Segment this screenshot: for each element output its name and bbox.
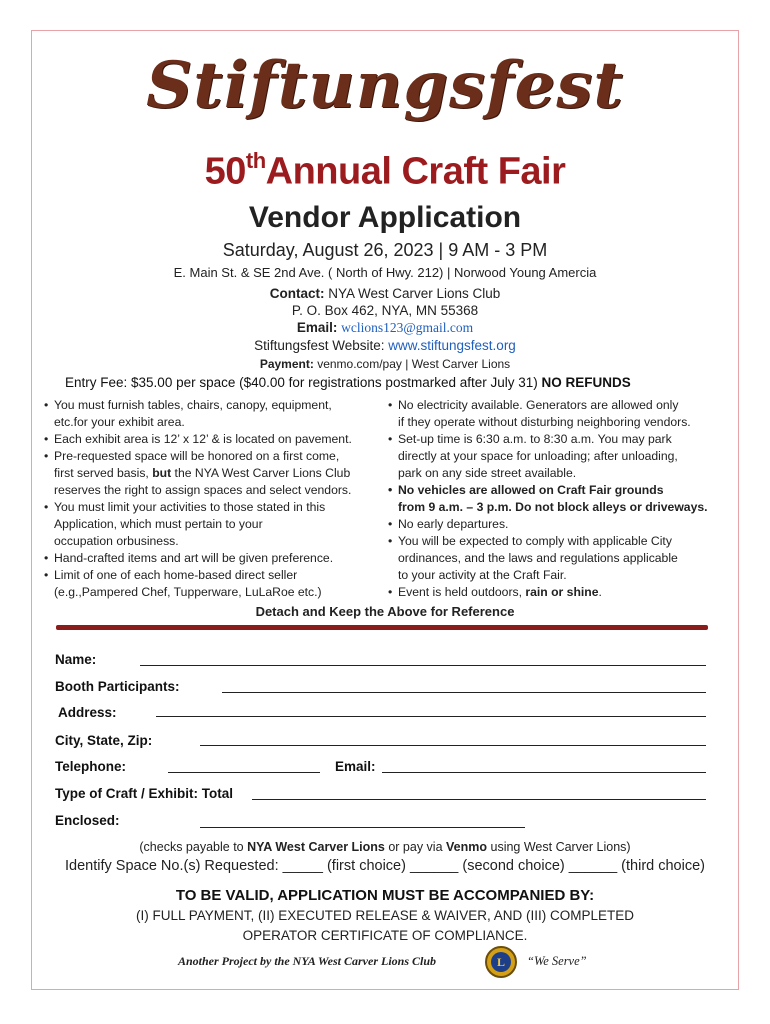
- event-location: E. Main St. & SE 2nd Ave. ( North of Hwy. 212) | Norwood Young Amercia: [173, 265, 597, 280]
- lions-club-logo-icon: [485, 946, 517, 978]
- rule-line: occupation orbusiness.: [54, 534, 179, 548]
- craft-type-label: Type of Craft / Exhibit: Total: [55, 786, 233, 801]
- rule-item: [388, 516, 738, 533]
- rule-text: the NYA West Carver Lions Club: [171, 466, 351, 480]
- rule-item: [44, 397, 394, 431]
- rule-item: [44, 431, 394, 448]
- rule-item: [388, 584, 738, 601]
- telephone-label: Telephone:: [55, 759, 127, 774]
- note-bold: NYA West Carver Lions: [247, 840, 385, 854]
- detach-instruction: Detach and Keep the Above for Reference: [255, 604, 515, 619]
- email-line: [0, 320, 770, 336]
- payment-line: [0, 357, 770, 371]
- rule-line: directly at your space for unloading; after unloading,: [398, 449, 678, 463]
- rule-line: • Set-up time is 6:30 a.m. to 8:30 a.m. You may park: [398, 432, 672, 446]
- rule-line: • Limit of one of each home-based direct seller: [54, 568, 298, 582]
- contact-line: [0, 286, 770, 301]
- annual-text: Annual Craft Fair: [265, 150, 566, 193]
- rule-text: Event is held outdoors,: [398, 585, 526, 599]
- entry-fee-text: : $35.00 per space ($40.00 for registrations postmarked after July 31): [123, 375, 538, 390]
- rule-line: (e.g.,Pampered Chef, Tupperware, LuLaRoe etc.): [54, 585, 322, 599]
- enclosed-label: Enclosed:: [55, 813, 120, 828]
- website-label: Stiftungsfest Website:: [254, 338, 385, 353]
- rule-line: • No electricity available. Generators are allowed only: [398, 398, 679, 412]
- contact-value: NYA West Carver Lions Club: [328, 286, 501, 301]
- rule-line: • Pre-requested space will be honored on a first come,: [54, 449, 340, 463]
- note-text: (checks payable to: [139, 840, 248, 854]
- rule-line: reserves the right to assign spaces and select vendors.: [54, 483, 352, 497]
- page-subtitle: Vendor Application: [248, 201, 522, 234]
- payment-note: [0, 840, 770, 854]
- rule-line: to your activity at the Craft Fair.: [398, 568, 567, 582]
- booth-participants-label: Booth Participants:: [55, 679, 180, 694]
- space-request-line[interactable]: Identify Space No.(s) Requested: _____ (first choice) ______ (second choice) ______ (third choice): [65, 858, 705, 874]
- name-field[interactable]: [140, 665, 706, 666]
- rule-item: [44, 448, 394, 499]
- annual-suffix: th: [245, 148, 266, 173]
- rule-line: from 9 a.m. – 3 p.m. Do not block alleys or driveways.: [398, 500, 708, 514]
- rule-line: • No vehicles are allowed on Craft Fair grounds: [398, 483, 664, 497]
- rules-right-column: [388, 397, 738, 601]
- website-line: [0, 338, 770, 353]
- rule-item: [44, 567, 394, 601]
- rule-item: [388, 431, 738, 482]
- detach-divider: [56, 625, 708, 630]
- address-field[interactable]: [156, 716, 706, 717]
- city-state-zip-label: City, State, Zip:: [55, 733, 153, 748]
- email-label: Email:: [296, 320, 338, 335]
- rule-line: park on any side street available.: [398, 466, 577, 480]
- no-refunds: NO REFUNDS: [541, 375, 631, 390]
- rule-item: [388, 397, 738, 431]
- city-state-zip-field[interactable]: [200, 745, 706, 746]
- annual-heading: [0, 150, 770, 194]
- event-title: Stiftungsfest: [146, 48, 624, 123]
- rule-item: [388, 533, 738, 584]
- rule-line: • Each exhibit area is 12’ x 12’ & is located on pavement.: [54, 432, 352, 446]
- annual-number: 50: [204, 150, 246, 193]
- note-text: or pay via: [384, 840, 447, 854]
- footer-motto: “We Serve”: [527, 954, 587, 968]
- rule-line: ordinances, and the laws and regulations applicable: [398, 551, 678, 565]
- payment-value: venmo.com/pay | West Carver Lions: [317, 357, 511, 371]
- validity-line-2: OPERATOR CERTIFICATE OF COMPLIANCE.: [242, 928, 528, 943]
- rule-bold: rain or shine: [525, 585, 599, 599]
- rule-line: • You must furnish tables, chairs, canopy, equipment,: [54, 398, 332, 412]
- event-date: Saturday, August 26, 2023 | 9 AM - 3 PM: [222, 240, 548, 260]
- name-label: Name:: [55, 652, 97, 667]
- rule-line: etc.for your exhibit area.: [54, 415, 185, 429]
- entry-fee-label: Entry Fee: [65, 375, 124, 390]
- note-bold: Venmo: [446, 840, 488, 854]
- rule-bold: but: [152, 466, 172, 480]
- rule-line: [54, 465, 394, 482]
- mailing-address: P. O. Box 462, NYA, MN 55368: [291, 303, 479, 318]
- rule-line: if they operate without disturbing neighboring vendors.: [398, 415, 691, 429]
- validity-heading: TO BE VALID, APPLICATION MUST BE ACCOMPANIED BY:: [175, 887, 595, 904]
- rule-line: • You will be expected to comply with applicable City: [398, 534, 672, 548]
- booth-participants-field[interactable]: [222, 692, 706, 693]
- rule-line: • No early departures.: [398, 517, 509, 531]
- validity-line-1: (I) FULL PAYMENT, (II) EXECUTED RELEASE & WAIVER, AND (III) COMPLETED: [135, 908, 635, 923]
- logo-letter: L: [491, 952, 511, 972]
- note-text: using West Carver Lions): [487, 840, 631, 854]
- address-label: Address:: [58, 705, 117, 720]
- enclosed-field[interactable]: [200, 827, 525, 828]
- telephone-field[interactable]: [168, 772, 320, 773]
- rule-item: [44, 499, 394, 550]
- rule-item: [388, 482, 738, 516]
- website-link[interactable]: www.stiftungsfest.org: [388, 338, 516, 353]
- rule-text: .: [598, 585, 602, 599]
- craft-type-field[interactable]: [252, 799, 706, 800]
- rule-text: first served basis,: [54, 466, 153, 480]
- payment-label: Payment:: [259, 357, 314, 371]
- email-link[interactable]: wclions123@gmail.com: [341, 320, 474, 335]
- email-form-field[interactable]: [382, 772, 706, 773]
- email-form-label: Email:: [335, 759, 376, 774]
- footer-project: Another Project by the NYA West Carver Lions Club: [178, 954, 437, 968]
- rule-line: Application, which must pertain to your: [54, 517, 263, 531]
- contact-label: Contact:: [269, 286, 325, 301]
- rule-line: [398, 584, 738, 601]
- entry-fee-line: [65, 375, 631, 390]
- rules-left-column: [44, 397, 394, 601]
- rule-item: [44, 550, 394, 567]
- rule-line: • Hand-crafted items and art will be given preference.: [54, 551, 334, 565]
- rule-line: • You must limit your activities to those stated in this: [54, 500, 326, 514]
